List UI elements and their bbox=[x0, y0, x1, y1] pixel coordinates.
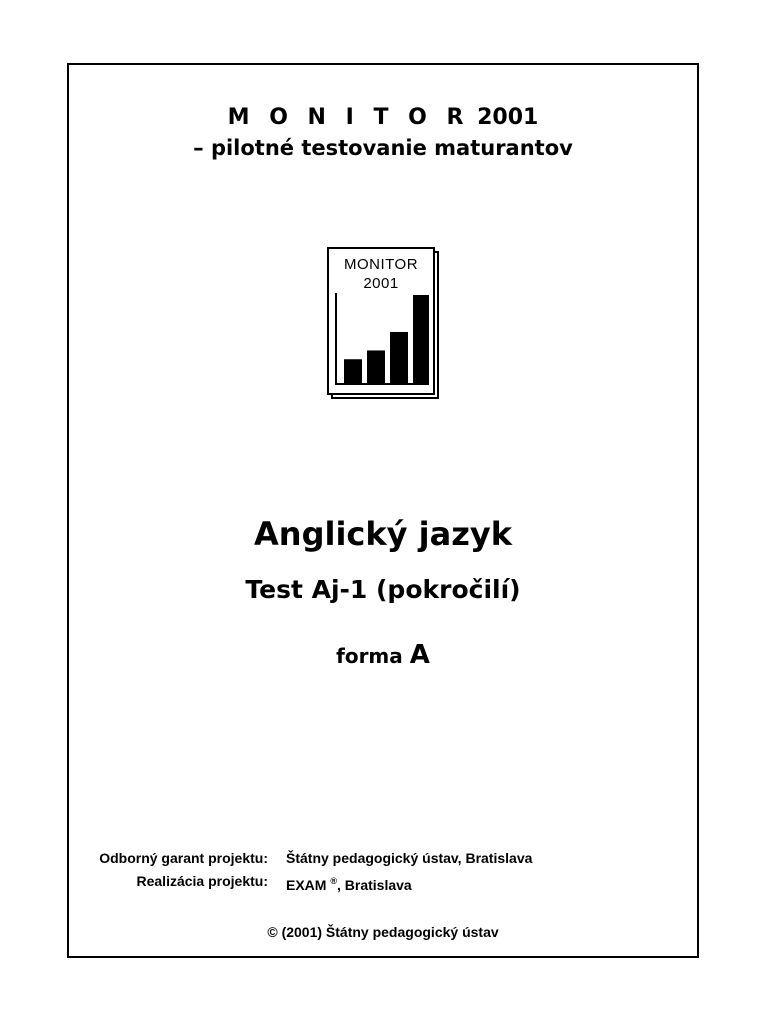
header-subtitle: – pilotné testovanie maturantov bbox=[193, 136, 573, 160]
credit-value-exam: EXAM bbox=[286, 877, 327, 893]
logo-text-line2: 2001 bbox=[363, 275, 399, 292]
logo-text bbox=[329, 255, 433, 293]
logo-text-line1: MONITOR bbox=[343, 256, 419, 273]
logo-bar bbox=[390, 332, 408, 383]
test-title: Test Aj-1 (pokročilí) bbox=[245, 575, 521, 604]
logo-bar-chart-icon bbox=[335, 293, 429, 385]
credit-value-city: , Bratislava bbox=[336, 877, 412, 893]
logo-bar bbox=[367, 350, 385, 383]
credit-row-garant bbox=[89, 847, 689, 870]
form-label: forma bbox=[336, 644, 403, 668]
header-title-year: 2001 bbox=[477, 105, 539, 130]
logo-box bbox=[327, 247, 435, 395]
credits bbox=[89, 847, 689, 893]
page-frame bbox=[67, 63, 699, 958]
credit-value bbox=[286, 870, 412, 893]
credit-row-realizacia bbox=[89, 870, 689, 893]
form-letter: A bbox=[409, 640, 430, 670]
logo-bar bbox=[413, 295, 429, 383]
form-line bbox=[69, 639, 697, 672]
credit-label: Realizácia projektu: bbox=[136, 873, 268, 889]
copyright: © (2001) Štátny pedagogický ústav bbox=[267, 924, 499, 940]
header-title-spaced: M O N I T O R bbox=[227, 105, 470, 130]
header-title bbox=[69, 105, 697, 131]
credit-value: Štátny pedagogický ústav, Bratislava bbox=[286, 850, 533, 866]
credit-label: Odborný garant projektu: bbox=[99, 850, 268, 866]
registered-mark: ® bbox=[330, 876, 337, 886]
monitor-logo bbox=[327, 247, 439, 399]
subject-title: Anglický jazyk bbox=[254, 515, 512, 553]
logo-bar bbox=[344, 359, 362, 383]
